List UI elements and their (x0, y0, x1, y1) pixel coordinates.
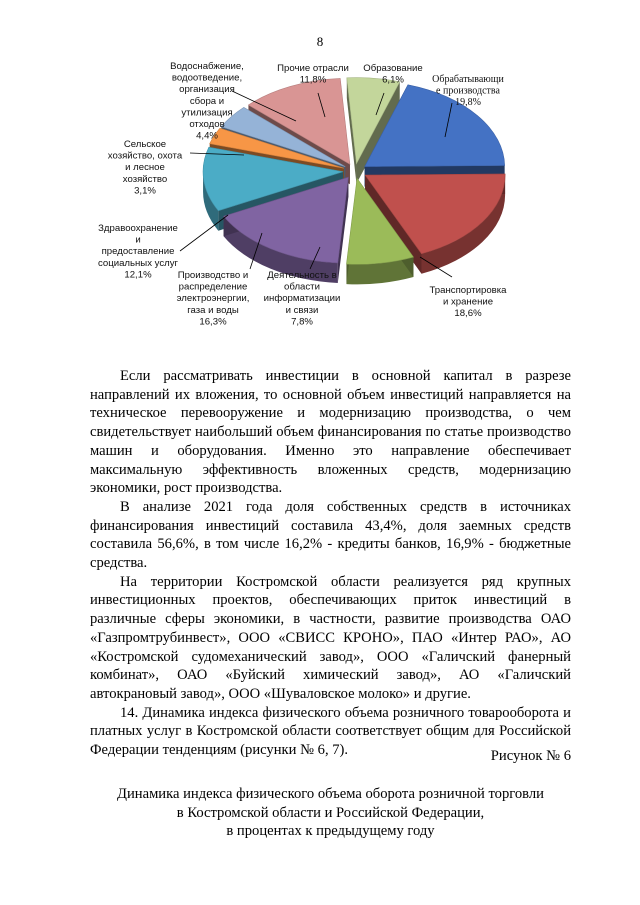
figure-label: Рисунок № 6 (490, 748, 571, 764)
paragraph-funding-sources: В анализе 2021 года доля собственных средств в источниках финансирования инвестиций составила 43,4%, доля заемных средств составила 56,6%, в том числе 16,2% - кредиты банков, 16,9% - бюджетные средства. (90, 498, 571, 572)
figure-title-line: в Костромской области и Российской Федерации, (176, 804, 485, 821)
paragraph-retail-dynamics: 14. Динамика индекса физического объема розничного товарооборота и платных услуг в Костромской области соответствует общим для Российской Федерации тенденциям (рисунки № 6, 7). (90, 704, 571, 759)
pie-slice-label: Прочие отрасли 11,8% (277, 63, 349, 86)
pie-slice-label: Производство и распределение электроэнергии, газа и воды 16,3% (176, 270, 250, 328)
pie-slice-label: Сельское хозяйство, охота и лесное хозяйство 3,1% (107, 139, 183, 197)
pie-chart (0, 55, 640, 345)
pie-leader-line (180, 215, 228, 251)
figure-title-line: в процентах к предыдущему году (226, 823, 435, 839)
pie-slice-label: Образование 6,1% (363, 63, 423, 86)
pie-slice-label: Водоснабжение, водоотведение, организация сбора и утилизация отходов 4,4% (170, 61, 244, 142)
paragraph-investment-directions: Если рассматривать инвестиции в основной капитал в разрезе направлений их вложения, то основной объем инвестиций направляется на техническое перевооружение и модернизацию производства, о чем свидетельствует наибольший объем финансирования по статье производство машин и оборудования. Именно это направление обеспечивает максимальную эффективность вложенных средств, модернизацию экономики, рост производства. (90, 368, 571, 497)
figure-title (90, 785, 571, 841)
paragraph-investment-projects: На территории Костромской области реализуется ряд крупных инвестиционных проектов, обеспечивающих приток инвестиций в различные сферы экономики, в частности, развитие производства ОАО «Газпромтрубинвест», ООО «СВИСС КРОНО», ПАО «Интер РАО», АО «Костромской судомеханический завод», ООО «Галичский фанерный комбинат», ОАО «Буйский химический завод», АО «Галичский автокрановый завод», ООО «Шуваловское молоко» и другие. (90, 573, 571, 702)
page-number: 8 (316, 34, 324, 49)
body-text (90, 367, 571, 760)
figure-title-line: Динамика индекса физического объема оборота розничной торговли (117, 786, 544, 802)
pie-slice-label: Здравоохранение и предоставление социальных услуг 12,1% (97, 223, 179, 281)
pie-slices (203, 78, 505, 285)
pie-slice-label: Обрабатывающи е производства 19,8% (432, 74, 504, 109)
pie-slice-label: Транспортировка и хранение 18,6% (429, 285, 507, 320)
pie-slice-label: Деятельность в области информатизации и связи 7,8% (263, 270, 341, 328)
